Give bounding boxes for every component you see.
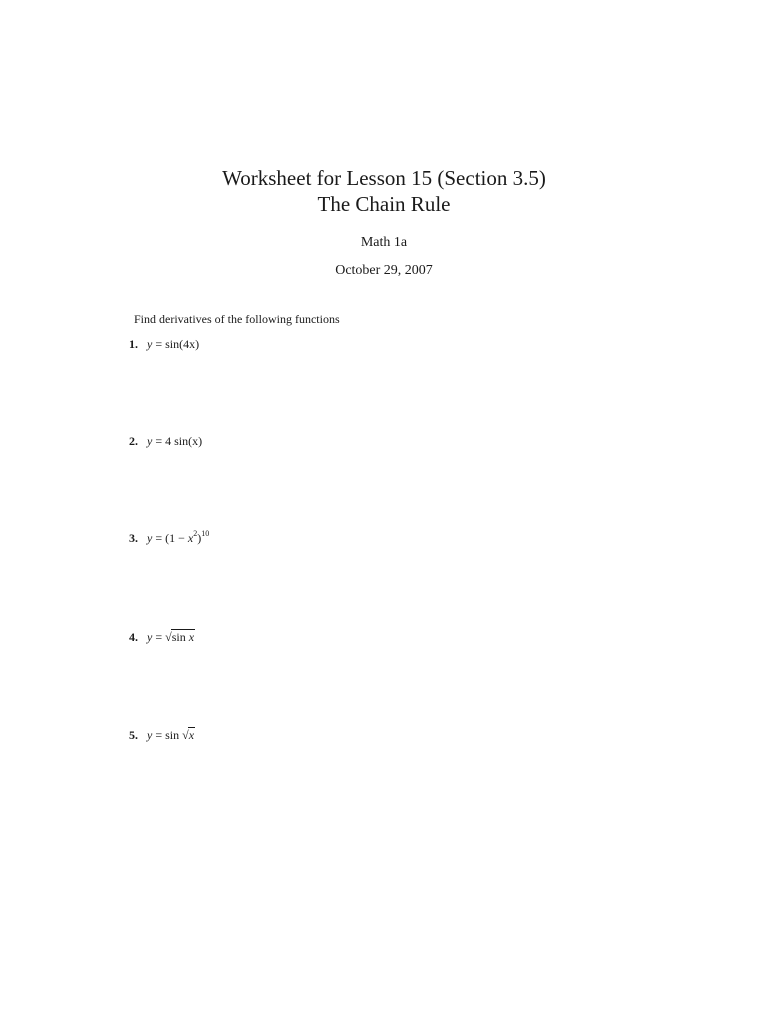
lhs-variable: y	[147, 531, 153, 545]
open-paren: (1 −	[165, 531, 188, 545]
problem-expression	[147, 630, 195, 644]
problem-number: 5.	[129, 728, 138, 742]
lhs-variable: y	[147, 728, 153, 742]
radicand: x	[188, 728, 195, 742]
lhs-variable: y	[147, 630, 153, 644]
inner-exponent: 2	[193, 529, 198, 538]
worksheet-title: Worksheet for Lesson 15 (Section 3.5)	[222, 166, 546, 190]
function-name: sin	[165, 337, 180, 351]
variable: x	[188, 630, 195, 644]
problem-number: 3.	[129, 531, 138, 545]
problem-number: 1.	[129, 337, 138, 351]
problem-3	[129, 530, 209, 546]
course-name: Math 1a	[360, 235, 408, 250]
equals-sign: =	[155, 728, 163, 742]
function-name: sin	[165, 728, 180, 742]
problem-expression	[147, 434, 202, 448]
function-argument: (4x)	[179, 337, 200, 351]
problem-4	[129, 629, 195, 645]
problem-5	[129, 727, 195, 743]
outer-exponent: 10	[201, 529, 210, 538]
instructions: Find derivatives of the following functions	[134, 312, 340, 326]
equals-sign: =	[155, 337, 163, 351]
function-name: sin	[171, 630, 186, 644]
equals-sign: =	[155, 434, 163, 448]
equals-sign: =	[155, 630, 163, 644]
coefficient: 4	[165, 434, 172, 448]
lhs-variable: y	[147, 337, 153, 351]
problem-2	[129, 433, 202, 449]
close-paren: )	[197, 531, 202, 545]
problem-number: 2.	[129, 434, 138, 448]
problem-1	[129, 336, 199, 352]
problem-expression	[147, 337, 199, 351]
topic-title: The Chain Rule	[317, 192, 451, 216]
radicand	[171, 629, 195, 644]
equals-sign: =	[155, 531, 163, 545]
radical-sign: √	[182, 728, 189, 742]
date: October 29, 2007	[335, 263, 433, 278]
problem-expression	[147, 728, 195, 742]
function-name: sin	[174, 434, 189, 448]
lhs-variable: y	[147, 434, 153, 448]
square-root	[182, 727, 195, 743]
radical-sign: √	[165, 630, 172, 644]
square-root	[165, 629, 195, 645]
function-argument: (x)	[188, 434, 203, 448]
problem-expression	[147, 531, 209, 545]
variable: x	[187, 531, 194, 545]
problem-number: 4.	[129, 630, 138, 644]
